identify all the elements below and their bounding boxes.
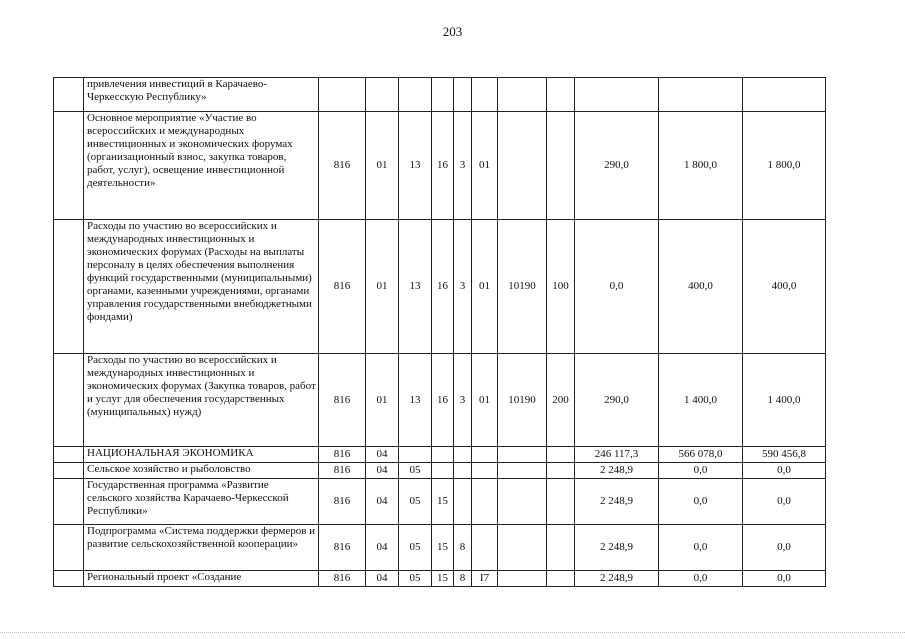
- table-row: [54, 354, 826, 447]
- amount-year-1: 2 248,9: [575, 463, 659, 479]
- amount-year-3: 0,0: [743, 479, 826, 525]
- program-code: 15: [432, 571, 454, 587]
- amount-year-2: 400,0: [659, 220, 743, 354]
- amount-year-2: 566 078,0: [659, 447, 743, 463]
- amount-year-1: 2 248,9: [575, 525, 659, 571]
- activity-code: [472, 525, 498, 571]
- amount-year-2: [659, 78, 743, 112]
- subsection-code: 13: [399, 112, 432, 220]
- item-name: НАЦИОНАЛЬНАЯ ЭКОНОМИКА: [84, 447, 319, 463]
- amount-year-3: 0,0: [743, 571, 826, 587]
- subprogram-code: [454, 463, 472, 479]
- table-row: [54, 571, 826, 587]
- subprogram-code: [454, 78, 472, 112]
- ministry-code: 816: [319, 525, 366, 571]
- amount-year-1: 0,0: [575, 220, 659, 354]
- amount-year-3: 1 800,0: [743, 112, 826, 220]
- subsection-code: [399, 447, 432, 463]
- row-marker-cell: [54, 525, 84, 571]
- table-row: [54, 525, 826, 571]
- activity-code: I7: [472, 571, 498, 587]
- direction-code: [498, 479, 547, 525]
- item-name: Государственная программа «Развитие сельского хозяйства Карачаево-Черкесской Республики»: [84, 479, 319, 525]
- direction-code: [498, 78, 547, 112]
- row-marker-cell: [54, 463, 84, 479]
- subsection-code: [399, 78, 432, 112]
- item-name: Подпрограмма «Система поддержки фермеров и развитие сельскохозяйственной кооперации»: [84, 525, 319, 571]
- program-code: 16: [432, 354, 454, 447]
- table-row: [54, 463, 826, 479]
- item-name: Основное мероприятие «Участие во всероссийских и международных инвестиционных и экономических форумах (организационный взнос, закупка товаров, работ, услуг), освещение инвестиционной деятельности»: [84, 112, 319, 220]
- amount-year-1: 2 248,9: [575, 571, 659, 587]
- subprogram-code: 3: [454, 220, 472, 354]
- table-row: [54, 447, 826, 463]
- expense-type-code: [547, 447, 575, 463]
- activity-code: [472, 78, 498, 112]
- direction-code: [498, 571, 547, 587]
- item-name: Сельское хозяйство и рыболовство: [84, 463, 319, 479]
- page-edge-line: [0, 632, 905, 633]
- amount-year-3: 1 400,0: [743, 354, 826, 447]
- subsection-code: 05: [399, 479, 432, 525]
- row-marker-cell: [54, 354, 84, 447]
- activity-code: [472, 447, 498, 463]
- item-name: Расходы по участию во всероссийских и международных инвестиционных и экономических форумах (Закупка товаров, работ и услуг для обеспечения государственных (муниципальных) нужд): [84, 354, 319, 447]
- table-row: [54, 220, 826, 354]
- amount-year-1: 246 117,3: [575, 447, 659, 463]
- section-code: 01: [366, 112, 399, 220]
- subsection-code: 05: [399, 525, 432, 571]
- amount-year-3: [743, 78, 826, 112]
- activity-code: [472, 463, 498, 479]
- amount-year-1: [575, 78, 659, 112]
- activity-code: 01: [472, 354, 498, 447]
- subprogram-code: 3: [454, 354, 472, 447]
- row-marker-cell: [54, 112, 84, 220]
- amount-year-3: 0,0: [743, 463, 826, 479]
- section-code: 01: [366, 354, 399, 447]
- program-code: [432, 463, 454, 479]
- row-marker-cell: [54, 479, 84, 525]
- row-marker-cell: [54, 78, 84, 112]
- ministry-code: [319, 78, 366, 112]
- table-row: [54, 78, 826, 112]
- program-code: [432, 447, 454, 463]
- subprogram-code: [454, 447, 472, 463]
- section-code: 04: [366, 525, 399, 571]
- amount-year-2: 1 800,0: [659, 112, 743, 220]
- section-code: 04: [366, 479, 399, 525]
- subprogram-code: 8: [454, 571, 472, 587]
- amount-year-2: 0,0: [659, 571, 743, 587]
- direction-code: [498, 447, 547, 463]
- section-code: 04: [366, 571, 399, 587]
- expense-type-code: [547, 112, 575, 220]
- subprogram-code: [454, 479, 472, 525]
- item-name: Расходы по участию во всероссийских и международных инвестиционных и экономических форумах (Расходы на выплаты персоналу в целях обеспечения выполнения функций государственными (муниципальными) органами, казенными учреждениями, органами управления государственными внебюджетными фондами): [84, 220, 319, 354]
- expense-type-code: [547, 78, 575, 112]
- program-code: 16: [432, 112, 454, 220]
- expense-type-code: [547, 525, 575, 571]
- amount-year-2: 0,0: [659, 525, 743, 571]
- row-marker-cell: [54, 571, 84, 587]
- section-code: [366, 78, 399, 112]
- amount-year-1: 290,0: [575, 112, 659, 220]
- row-marker-cell: [54, 447, 84, 463]
- direction-code: [498, 112, 547, 220]
- ministry-code: 816: [319, 112, 366, 220]
- amount-year-2: 0,0: [659, 463, 743, 479]
- program-code: [432, 78, 454, 112]
- amount-year-1: 2 248,9: [575, 479, 659, 525]
- subprogram-code: 3: [454, 112, 472, 220]
- amount-year-3: 400,0: [743, 220, 826, 354]
- direction-code: [498, 463, 547, 479]
- amount-year-3: 0,0: [743, 525, 826, 571]
- subsection-code: 13: [399, 220, 432, 354]
- ministry-code: 816: [319, 220, 366, 354]
- program-code: 16: [432, 220, 454, 354]
- activity-code: [472, 479, 498, 525]
- section-code: 01: [366, 220, 399, 354]
- program-code: 15: [432, 479, 454, 525]
- program-code: 15: [432, 525, 454, 571]
- activity-code: 01: [472, 220, 498, 354]
- ministry-code: 816: [319, 447, 366, 463]
- section-code: 04: [366, 463, 399, 479]
- activity-code: 01: [472, 112, 498, 220]
- table-row: [54, 112, 826, 220]
- amount-year-3: 590 456,8: [743, 447, 826, 463]
- direction-code: 10190: [498, 220, 547, 354]
- ministry-code: 816: [319, 463, 366, 479]
- ministry-code: 816: [319, 571, 366, 587]
- ministry-code: 816: [319, 479, 366, 525]
- row-marker-cell: [54, 220, 84, 354]
- direction-code: 10190: [498, 354, 547, 447]
- subsection-code: 05: [399, 463, 432, 479]
- expense-type-code: [547, 571, 575, 587]
- ministry-code: 816: [319, 354, 366, 447]
- page-number: 203: [442, 24, 463, 39]
- table-row: [54, 479, 826, 525]
- amount-year-2: 0,0: [659, 479, 743, 525]
- subprogram-code: 8: [454, 525, 472, 571]
- direction-code: [498, 525, 547, 571]
- item-name: привлечения инвестиций в Карачаево-Черкесскую Республику»: [84, 78, 319, 112]
- amount-year-1: 290,0: [575, 354, 659, 447]
- expense-type-code: [547, 479, 575, 525]
- section-code: 04: [366, 447, 399, 463]
- subsection-code: 13: [399, 354, 432, 447]
- subsection-code: 05: [399, 571, 432, 587]
- expense-type-code: 100: [547, 220, 575, 354]
- expense-type-code: 200: [547, 354, 575, 447]
- expense-type-code: [547, 463, 575, 479]
- item-name: Региональный проект «Создание: [84, 571, 319, 587]
- amount-year-2: 1 400,0: [659, 354, 743, 447]
- budget-table: [53, 77, 826, 587]
